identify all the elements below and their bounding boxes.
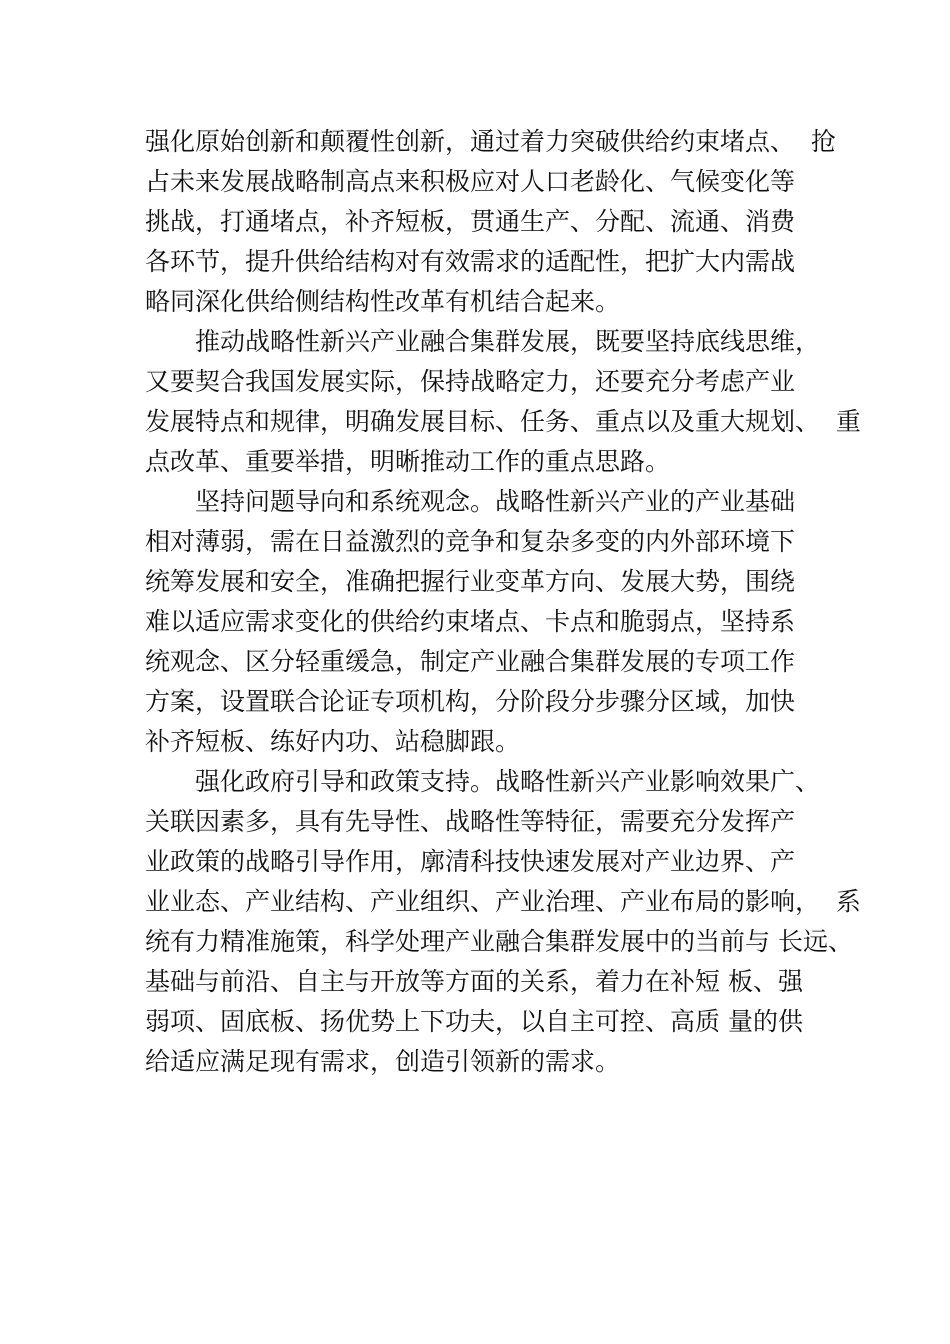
paragraph-line: 业业态、产业结构、产业组织、产业治理、产业布局的影响， 系: [145, 887, 861, 916]
paragraph-line: 占未来发展战略制高点来积极应对人口老龄化、气候变化等: [145, 167, 796, 196]
paragraph-line: 各环节，提升供给结构对有效需求的适配性，把扩大内需战: [145, 247, 796, 276]
paragraph-line: 又要契合我国发展实际，保持战略定力，还要充分考虑产业: [145, 367, 796, 396]
paragraph-1: [145, 122, 845, 322]
paragraph-line: 略同深化供给侧结构性改革有机结合起来。: [145, 287, 621, 316]
paragraph-line: 点改革、重要举措，明晰推动工作的重点思路。: [145, 447, 671, 476]
paragraph-line: 业政策的战略引导作用，廓清科技快速发展对产业边界、产: [145, 847, 796, 876]
paragraph-line: 基础与前沿、自主与开放等方面的关系，着力在补短 板、强: [145, 967, 803, 996]
document-body: [145, 122, 861, 1082]
paragraph-line: 关联因素多，具有先导性、战略性等特征，需要充分发挥产: [145, 807, 796, 836]
paragraph-line: 补齐短板、练好内功、站稳脚跟。: [145, 727, 521, 756]
paragraph-line: 强化原始创新和颠覆性创新，通过着力突破供给约束堵点、 抢: [145, 127, 836, 156]
paragraph-line: 发展特点和规律，明确发展目标、任务、重点以及重大规划、 重: [145, 407, 861, 436]
paragraph-line: 相对薄弱，需在日益激烈的竞争和复杂多变的内外部环境下: [145, 527, 796, 556]
paragraph-line: 统观念、区分轻重缓急，制定产业融合集群发展的专项工作: [145, 647, 796, 676]
paragraph-line: 方案，设置联合论证专项机构，分阶段分步骤分区域，加快: [145, 687, 796, 716]
paragraph-line: 统筹发展和安全，准确把握行业变革方向、发展大势，围绕: [145, 567, 796, 596]
paragraph-line: 难以适应需求变化的供给约束堵点、卡点和脆弱点，坚持系: [145, 607, 796, 636]
paragraph-line: 给适应满足现有需求，创造引领新的需求。: [145, 1047, 621, 1076]
paragraph-line: 弱项、固底板、扬优势上下功夫，以自主可控、高质 量的供: [145, 1007, 803, 1036]
paragraph-line: 挑战，打通堵点，补齐短板，贯通生产、分配、流通、消费: [145, 207, 796, 236]
paragraph-line: 统有力精准施策，科学处理产业融合集群发展中的当前与 长远、: [145, 927, 853, 956]
paragraph-4: [145, 762, 861, 1082]
paragraph-3: [145, 482, 845, 762]
paragraph-line: 推动战略性新兴产业融合集群发展，既要坚持底线思维，: [195, 327, 821, 356]
paragraph-2: [145, 322, 861, 482]
paragraph-line: 坚持问题导向和系统观念。战略性新兴产业的产业基础: [195, 487, 796, 516]
paragraph-line: 强化政府引导和政策支持。战略性新兴产业影响效果广、: [195, 767, 821, 796]
